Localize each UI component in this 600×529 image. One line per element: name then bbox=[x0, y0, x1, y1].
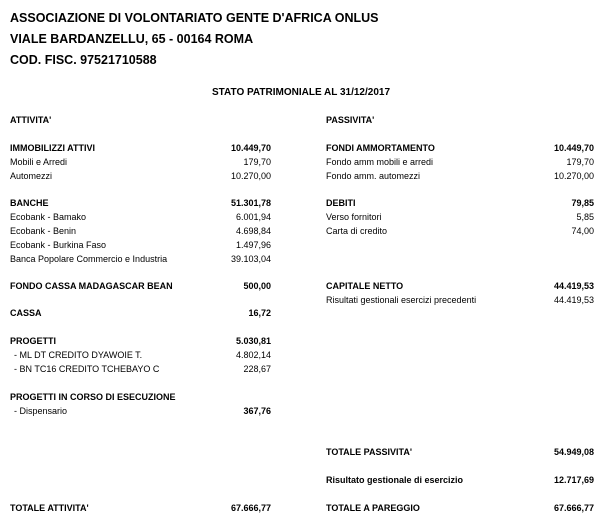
fondi-label: FONDI AMMORTAMENTO bbox=[326, 143, 435, 153]
progetti-corso-label: PROGETTI IN CORSO DI ESECUZIONE bbox=[10, 392, 176, 402]
list-item-value: 179,70 bbox=[566, 157, 594, 167]
capitale-label: CAPITALE NETTO bbox=[326, 281, 404, 291]
list-item: Ecobank - Benin bbox=[10, 226, 77, 236]
cassa-total: 16,72 bbox=[248, 308, 271, 318]
banche-label: BANCHE bbox=[10, 198, 49, 208]
passivita-heading: PASSIVITA' bbox=[326, 115, 375, 125]
totale-pareggio-value: 67.666,77 bbox=[553, 503, 594, 513]
capitale-total: 44.419,53 bbox=[553, 281, 594, 291]
fondi-total: 10.449,70 bbox=[553, 143, 594, 153]
report-title: STATO PATRIMONIALE AL 31/12/2017 bbox=[212, 87, 391, 98]
list-item: - ML DT CREDITO DYAWOIE T. bbox=[14, 350, 143, 360]
list-item-value: 4.698,84 bbox=[235, 226, 271, 236]
list-item: Fondo amm mobili e arredi bbox=[326, 157, 434, 167]
organization-address: VIALE BARDANZELLU, 65 - 00164 ROMA bbox=[10, 32, 254, 46]
list-item: Carta di credito bbox=[326, 226, 388, 236]
risultato-value: 12.717,69 bbox=[553, 475, 594, 485]
fondo-cassa-total: 500,00 bbox=[243, 281, 271, 291]
list-item: Banca Popolare Commercio e Industria bbox=[10, 254, 168, 264]
risultato-label: Risultato gestionale di esercizio bbox=[326, 475, 464, 485]
organization-tax-code: COD. FISC. 97521710588 bbox=[10, 53, 157, 67]
list-item: Risultati gestionali esercizi precedenti bbox=[326, 295, 477, 305]
attivita-heading: ATTIVITA' bbox=[10, 115, 52, 125]
totale-passivita-value: 54.949,08 bbox=[553, 447, 594, 457]
list-item-value: 10.270,00 bbox=[230, 171, 271, 181]
list-item: Fondo amm. automezzi bbox=[326, 171, 421, 181]
list-item-value: 6.001,94 bbox=[235, 212, 271, 222]
list-item-value: 4.802,14 bbox=[235, 350, 271, 360]
list-item-value: 10.270,00 bbox=[553, 171, 594, 181]
list-item: Ecobank - Bamako bbox=[10, 212, 87, 222]
debiti-label: DEBITI bbox=[326, 198, 356, 208]
list-item: Mobili e Arredi bbox=[10, 157, 68, 167]
list-item-value: 367,76 bbox=[243, 406, 271, 416]
immobilizzi-label: IMMOBILIZZI ATTIVI bbox=[10, 143, 95, 153]
debiti-total: 79,85 bbox=[571, 198, 594, 208]
list-item: - BN TC16 CREDITO TCHEBAYO C bbox=[14, 364, 160, 374]
totale-pareggio-label: TOTALE A PAREGGIO bbox=[326, 503, 420, 513]
list-item: Verso fornitori bbox=[326, 212, 382, 222]
organization-name: ASSOCIAZIONE DI VOLONTARIATO GENTE D'AFRICA ONLUS bbox=[10, 11, 379, 25]
totale-attivita-value: 67.666,77 bbox=[230, 503, 271, 513]
progetti-total: 5.030,81 bbox=[235, 336, 271, 346]
list-item-value: 39.103,04 bbox=[230, 254, 271, 264]
list-item: Ecobank - Burkina Faso bbox=[10, 240, 107, 250]
list-item-value: 44.419,53 bbox=[553, 295, 594, 305]
list-item-value: 1.497,96 bbox=[235, 240, 271, 250]
totale-attivita-label: TOTALE ATTIVITA' bbox=[10, 503, 89, 513]
immobilizzi-total: 10.449,70 bbox=[230, 143, 271, 153]
list-item-value: 5,85 bbox=[576, 212, 594, 222]
fondo-cassa-label: FONDO CASSA MADAGASCAR BEAN bbox=[10, 281, 173, 291]
list-item: Automezzi bbox=[10, 171, 53, 181]
list-item-value: 228,67 bbox=[243, 364, 271, 374]
list-item-value: 179,70 bbox=[243, 157, 271, 167]
totale-passivita-label: TOTALE PASSIVITA' bbox=[326, 447, 412, 457]
cassa-label: CASSA bbox=[10, 308, 42, 318]
list-item: - Dispensario bbox=[14, 406, 68, 416]
list-item-value: 74,00 bbox=[571, 226, 594, 236]
banche-total: 51.301,78 bbox=[230, 198, 271, 208]
progetti-label: PROGETTI bbox=[10, 336, 57, 346]
